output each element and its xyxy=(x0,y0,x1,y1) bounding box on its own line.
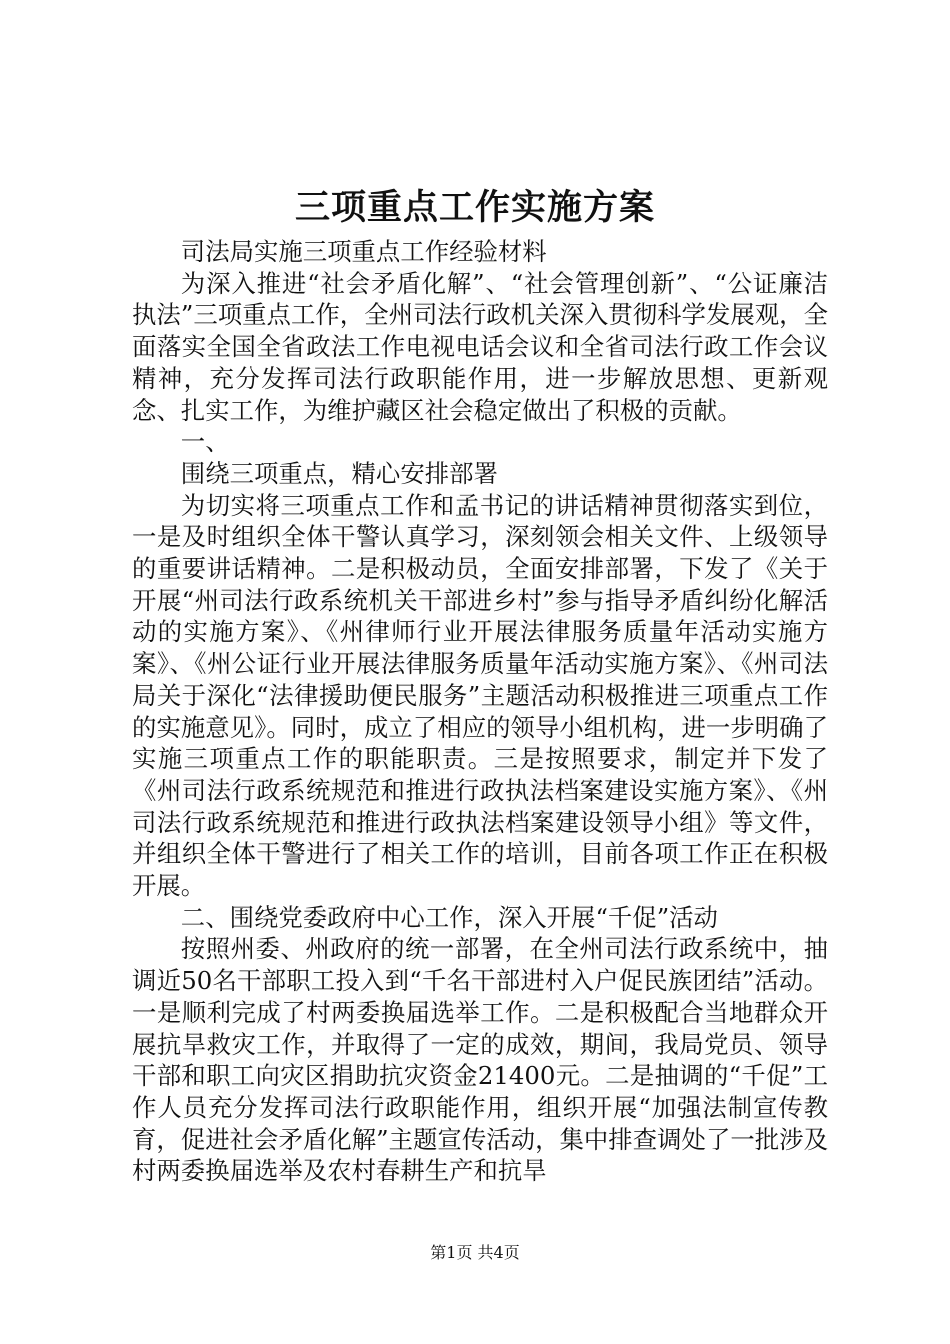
section-heading-one: 围绕三项重点，精心安排部署 xyxy=(180,458,498,488)
page-footer: 第1页 共4页 xyxy=(430,1243,520,1262)
section-heading-two: 二、围绕党委政府中心工作，深入开展“千促”活动 xyxy=(180,902,718,932)
document-title: 三项重点工作实施方案 xyxy=(294,187,655,228)
paragraph-subtitle: 司法局实施三项重点工作经验材料 xyxy=(180,237,547,266)
document-body xyxy=(132,236,828,1187)
paragraph-section-one: 为切实将三项重点工作和孟书记的讲话精神贯彻落实到位，一是及时组织全体干警认真学习，深刻领会相关文件、上级领导的重要讲话精神。二是积极动员，全面安排部署，下发了《关于开展“州司法行政系统机关干部进乡村”参与指导矛盾纠纷化解活动的实施方案》、《州律师行业开展法律服务质量年活动实施方案》、《州公证行业开展法律服务质量年活动实施方案》、《州司法局关于深化“法律援助便民服务”主题活动积极推进三项重点工作的实施意见》。同时，成立了相应的领导小组机构，进一步明确了实施三项重点工作的职能职责。三是按照要求，制定并下发了《州司法行政系统规范和推进行政执法档案建设实施方案》、《州司法行政系统规范和推进行政执法档案建设领导小组》等文件，并组织全体干警进行了相关工作的培训，目前各项工作正在积极开展。 xyxy=(132,490,828,901)
paragraph-intro: 为深入推进“社会矛盾化解”、“社会管理创新”、“公证廉洁执法”三项重点工作，全州司法行政机关深入贯彻科学发展观，全面落实全国全省政法工作电视电话会议和全省司法行政工作会议精神，充分发挥司法行政职能作用，进一步解放思想、更新观念、扎实工作，为维护藏区社会稳定做出了积极的贡献。 xyxy=(132,268,828,425)
section-number-one: 一、 xyxy=(180,427,230,457)
paragraph-section-two: 按照州委、州政府的统一部署，在全州司法行政系统中，抽调近50名干部职工投入到“千名干部进村入户促民族团结”活动。一是顺利完成了村两委换届选举工作。二是积极配合当地群众开展抗旱救灾工作，并取得了一定的成效，期间，我局党员、领导干部和职工向灾区捐助抗灾资金21400元。二是抽调的“千促”工作人员充分发挥司法行政职能作用，组织开展“加强法制宣传教育，促进社会矛盾化解”主题宣传活动，集中排查调处了一批涉及村两委换届选举及农村春耕生产和抗旱 xyxy=(132,934,828,1186)
